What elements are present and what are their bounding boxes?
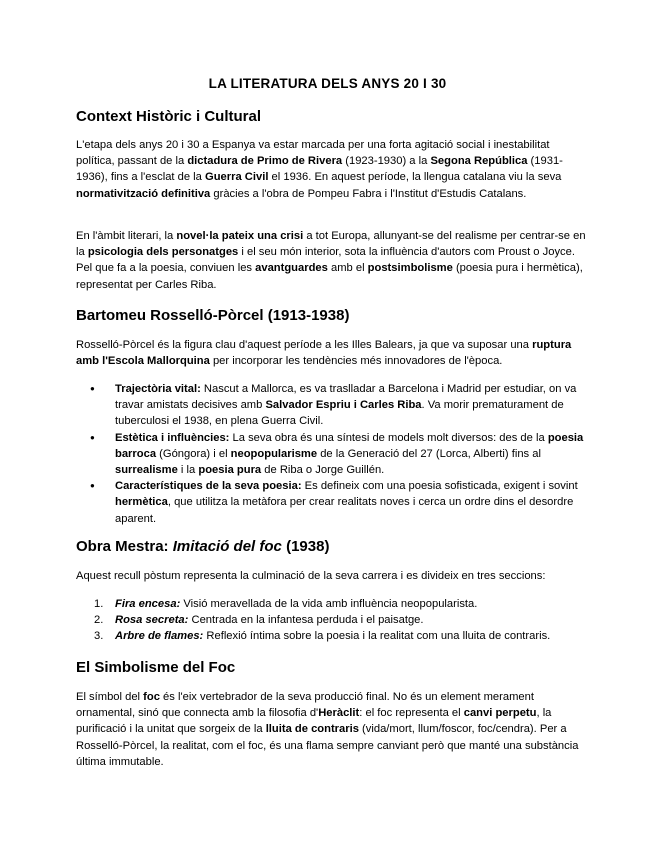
paragraph-context-history: L'etapa dels anys 20 i 30 a Espanya va estar marcada per una forta agitació social i inestabilitat política, passant de la dictadura de Primo de Rivera (1923-1930) a la Segona República (1931-1936), fins a l'esclat de la Guerra Civil el 1936. En aquest període, la llengua catalana viu la seva normativització definitiva gràcies a l'obra de Pompeu Fabra i l'Institut d'Estudis Catalans.	[76, 139, 563, 200]
paragraph-author-intro: Rosselló-Pòrcel és la figura clau d'aquest període a les Illes Balears, ja que va suposar una ruptura amb l'Escola Mallorquina per incorporar les tendències més innovadores de l'època.	[76, 339, 572, 368]
heading-context: Context Històric i Cultural	[76, 108, 262, 125]
numbered-item-fira-encesa: 1. Fira encesa: Visió meravellada de la vida amb influència neopopularista.	[94, 598, 478, 610]
document-title: LA LITERATURA DELS ANYS 20 I 30	[208, 76, 447, 91]
paragraph-fire-symbolism: El símbol del foc és l'eix vertebrador de la seva producció final. No és un element merament ornamental, sinó que connecta amb la filosofia d'Heràclit: el foc representa el canvi perpetu, la purificació i la unitat que sorgeix de la lluita de contraris (vida/mort, llum/foscor, foc/cendra). Per a Rosselló-Pòrcel, la realitat, com el foc, és una flama sempre canviant però que manté una substància última immutable.	[76, 691, 579, 768]
bullet-item-trajectory: ● Trajectòria vital: Nascut a Mallorca, es va traslladar a Barcelona i Madrid per estudiar, on va travar amistats decisives amb Salvador Espriu i Carles Riba. Va morir prematurament de tuberculosi el 1938, en plena Guerra Civil.	[76, 381, 586, 430]
numbered-item-rosa-secreta: 2. Rosa secreta: Centrada en la infantesa perduda i el paisatge.	[94, 614, 424, 627]
numbered-item-arbre-de-flames: 3. Arbre de flames: Reflexió íntima sobre la poesia i la realitat com una lluita de contraris.	[94, 630, 551, 643]
bullet-item-characteristics: ● Característiques de la seva poesia: Es defineix com una poesia sofisticada, exigent i sovint hermètica, que utilitza la metàfora per crear realitats noves i cerca un ordre dins el desordre aparent.	[76, 478, 586, 527]
paragraph-masterwork-intro: Aquest recull pòstum representa la culminació de la seva carrera i es divideix en tres seccions:	[76, 570, 546, 582]
masterwork-sections-list	[76, 596, 586, 645]
author-bullet-list	[76, 381, 586, 527]
bullet-item-aesthetics: ● Estètica i influències: La seva obra és una síntesi de models molt diversos: des de la poesia barroca (Góngora) i el neopopularisme de la Generació del 27 (Lorca, Alberti) fins al surrealisme i la poesia pura de Riba o Jorge Guillén.	[76, 430, 586, 479]
heading-author: Bartomeu Rosselló-Pòrcel (1913-1938)	[76, 307, 350, 324]
heading-masterwork: Obra Mestra: Imitació del foc (1938)	[76, 538, 330, 555]
paragraph-context-literature: En l'àmbit literari, la novel·la pateix una crisi a tot Europa, allunyant-se del realisme per centrar-se en la psicologia dels personatges i el seu món interior, sota la influència d'autors com Proust o Joyce. Pel que fa a la poesia, conviuen les avantguardes amb el postsimbolisme (poesia pura i hermètica), representat per Carles Riba.	[76, 230, 586, 291]
heading-fire-symbolism: El Simbolisme del Foc	[76, 659, 236, 676]
